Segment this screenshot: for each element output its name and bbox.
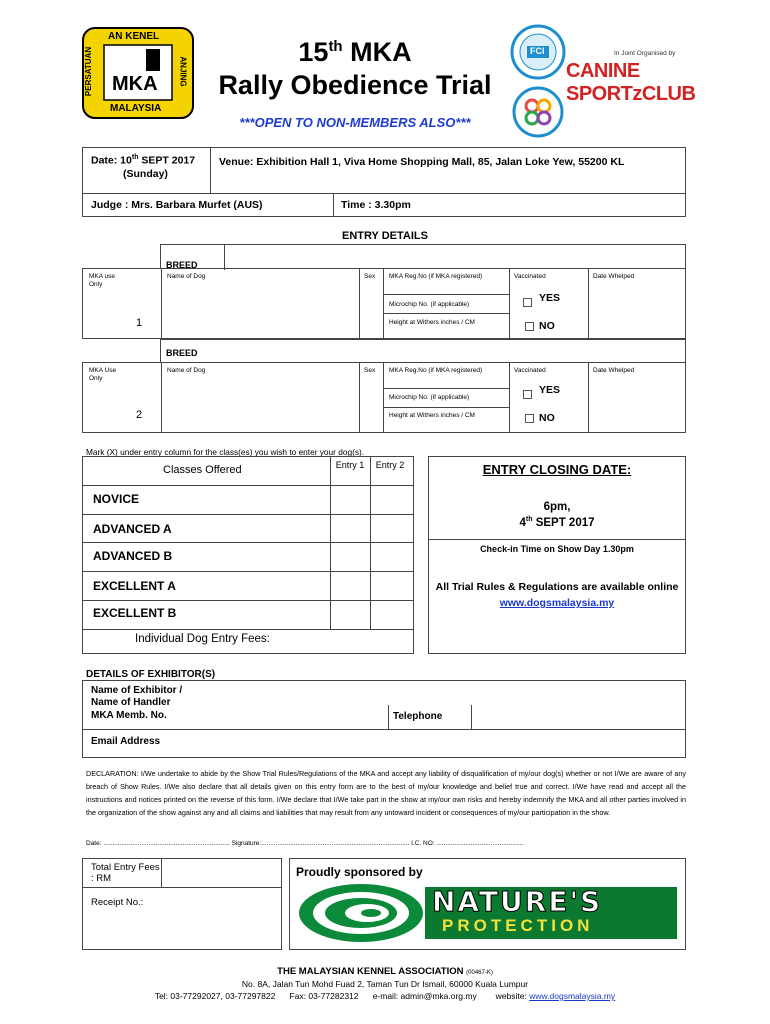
event-venue: Venue: Exhibition Hall 1, Viva Home Shopping Mall, 85, Jalan Loke Yew, 55200 KL: [219, 156, 625, 168]
vaccinated-yes-checkbox[interactable]: [523, 386, 532, 404]
checkin-time: Check-in Time on Show Day 1.30pm: [480, 544, 634, 554]
canine-sport-club-logo: CANINE SPORTzCLUB: [566, 60, 696, 105]
vaccinated-no-checkbox[interactable]: [525, 410, 534, 428]
organised-by: In Joint Organised by: [614, 50, 676, 57]
class-instruction: Mark (X) under entry column for the class(es) you wish to enter your dog(s).: [86, 447, 365, 457]
exhibitor-heading: DETAILS OF EXHIBITOR(S): [86, 669, 216, 680]
mka-use-only: MKA Use Only: [89, 367, 117, 382]
page-title: 15th MKA Rally Obedience Trial: [218, 37, 492, 100]
sex-label: Sex: [364, 273, 376, 280]
fci-logo: [510, 24, 566, 80]
closing-title: ENTRY CLOSING DATE:: [482, 462, 632, 477]
rules-website-link[interactable]: www.dogsmalaysia.my: [499, 597, 615, 609]
dog-number: 1: [136, 317, 143, 329]
event-info-box: [82, 147, 686, 217]
event-judge: Judge : Mrs. Barbara Murfet (AUS): [91, 199, 263, 211]
date-whelped-label: Date Whelped: [593, 367, 635, 374]
class-advanced-a: ADVANCED A: [93, 522, 172, 536]
dog-entry-2: [160, 339, 686, 363]
dog-entry-1: [160, 244, 686, 269]
logo-text-bottom: MALAYSIA: [110, 103, 162, 114]
closing-box: [428, 456, 686, 654]
dog-number: 2: [136, 409, 143, 421]
event-time: Time : 3.30pm: [341, 199, 411, 211]
rules-text: All Trial Rules & Regulations are available online: [435, 581, 679, 593]
sex-label: Sex: [364, 367, 376, 374]
reg-no-label: MKA Reg.No (if MKA registered): [389, 367, 483, 374]
reg-no-label: MKA Reg.No (if MKA registered): [389, 273, 483, 280]
logo-text-top: AN KENEL: [108, 31, 160, 42]
logo-text-right: ANJING: [178, 56, 188, 87]
dog-entry-1-details: [82, 268, 686, 339]
exhibitor-name-label: Name of Exhibitor / Name of Handler: [91, 685, 183, 708]
vaccinated-label: Vaccinated: [514, 273, 546, 280]
class-excellent-b: EXCELLENT B: [93, 606, 177, 620]
signature-field: Signature:..................................................................................: [231, 840, 410, 847]
exhibitor-table: [82, 680, 686, 758]
natures-protection-logo: [297, 883, 681, 943]
footer-org: THE MALAYSIAN KENNEL ASSOCIATION (00467-K): [277, 966, 493, 977]
ic-field: I.C. NO: ................................................: [411, 840, 524, 847]
entry-fees-label: Individual Dog Entry Fees:: [135, 633, 270, 645]
date-field: Date: ......................................................................: [86, 840, 230, 847]
open-notice: ***OPEN TO NON-MEMBERS ALSO***: [239, 115, 471, 130]
vaccinated-yes-checkbox[interactable]: [523, 294, 532, 312]
footer-address: No. 8A, Jalan Tun Mohd Fuad 2, Taman Tun Dr Ismail, 60000 Kuala Lumpur: [241, 979, 529, 989]
entry-details-heading: ENTRY DETAILS: [342, 230, 428, 242]
name-of-dog-label: Name of Dog: [167, 273, 206, 280]
vaccinated-label: Vaccinated: [514, 367, 546, 374]
memb-no-label: MKA Memb. No.: [91, 710, 167, 721]
classes-table: [82, 456, 414, 654]
vaccinated-yes-label: YES: [539, 292, 561, 304]
class-excellent-a: EXCELLENT A: [93, 579, 176, 593]
entry2-header: Entry 2: [375, 460, 405, 470]
classes-header: Classes Offered: [163, 464, 242, 476]
name-of-dog-label: Name of Dog: [167, 367, 206, 374]
vaccinated-no-checkbox[interactable]: [525, 318, 534, 336]
vaccinated-no-label: NO: [539, 412, 555, 424]
fci-text: FCI: [530, 46, 545, 56]
entry1-header: Entry 1: [335, 460, 365, 470]
closing-time: 6pm,: [543, 501, 571, 513]
logo-text-left: PERSATUAN: [84, 46, 94, 97]
event-day: (Sunday): [123, 168, 168, 180]
mka-use-only: MKA use Only: [89, 273, 116, 288]
receipt-label: Receipt No.:: [91, 897, 144, 908]
class-advanced-b: ADVANCED B: [93, 549, 173, 563]
declaration-text: DECLARATION: I/We undertake to abide by the Show Trial Rules/Regulations of the MKA and accept any liability of disqualification of my/our dog(s) whether or not I/We are aware of any breach of Show Rules. I/We also declare that all details given on this entry form are to the best of my/our knowledge and belief true and correct. I/We have read and accept all the instructions and notices printed on the reverse of this form. I/We declare that I/We take part in the show at my/our own risks and hereby indemnify the MKA and all other parties involved in the organization of the show against any and all claims and liabilities that may result from any untoward incident or consequences of my/our participation in the show.: [86, 769, 686, 817]
breed-label: BREED: [166, 260, 198, 270]
date-whelped-label: Date Whelped: [593, 273, 635, 280]
footer-website-link[interactable]: www.dogsmalaysia.my: [529, 991, 616, 1001]
total-fees-label: Total Entry Fees : RM: [91, 862, 160, 884]
brand-line2: PROTECTION: [442, 916, 594, 935]
email-label: Email Address: [91, 736, 161, 747]
vaccinated-no-label: NO: [539, 320, 555, 332]
height-label: Height at Withers inches / CM: [389, 319, 475, 326]
footer-contact: Tel: 03-77292027, 03-77297822 Fax: 03-77282312 e-mail: admin@mka.org.my website: www.dogsmalaysia.my: [154, 991, 616, 1001]
microchip-label: Microchip No. (if applicable): [389, 394, 470, 401]
mka-logo: [82, 27, 194, 119]
sponsor-label: Proudly sponsored by: [296, 865, 423, 879]
class-novice: NOVICE: [93, 492, 140, 506]
vaccinated-yes-label: YES: [539, 384, 561, 396]
logo-mka: MKA: [112, 73, 158, 95]
closing-date: 4th SEPT 2017: [519, 516, 595, 529]
dog-entry-2-details: [82, 362, 686, 433]
microchip-label: Microchip No. (if applicable): [389, 301, 470, 308]
event-date: Date: 10th SEPT 2017: [91, 154, 196, 167]
fees-box: [82, 858, 282, 950]
breed-label: BREED: [166, 348, 198, 358]
signature-line: [86, 840, 686, 847]
telephone-label: Telephone: [393, 711, 443, 722]
height-label: Height at Withers inches / CM: [389, 412, 475, 419]
rally-logo: [512, 86, 564, 138]
brand-line1: NATURE'S: [432, 885, 603, 918]
